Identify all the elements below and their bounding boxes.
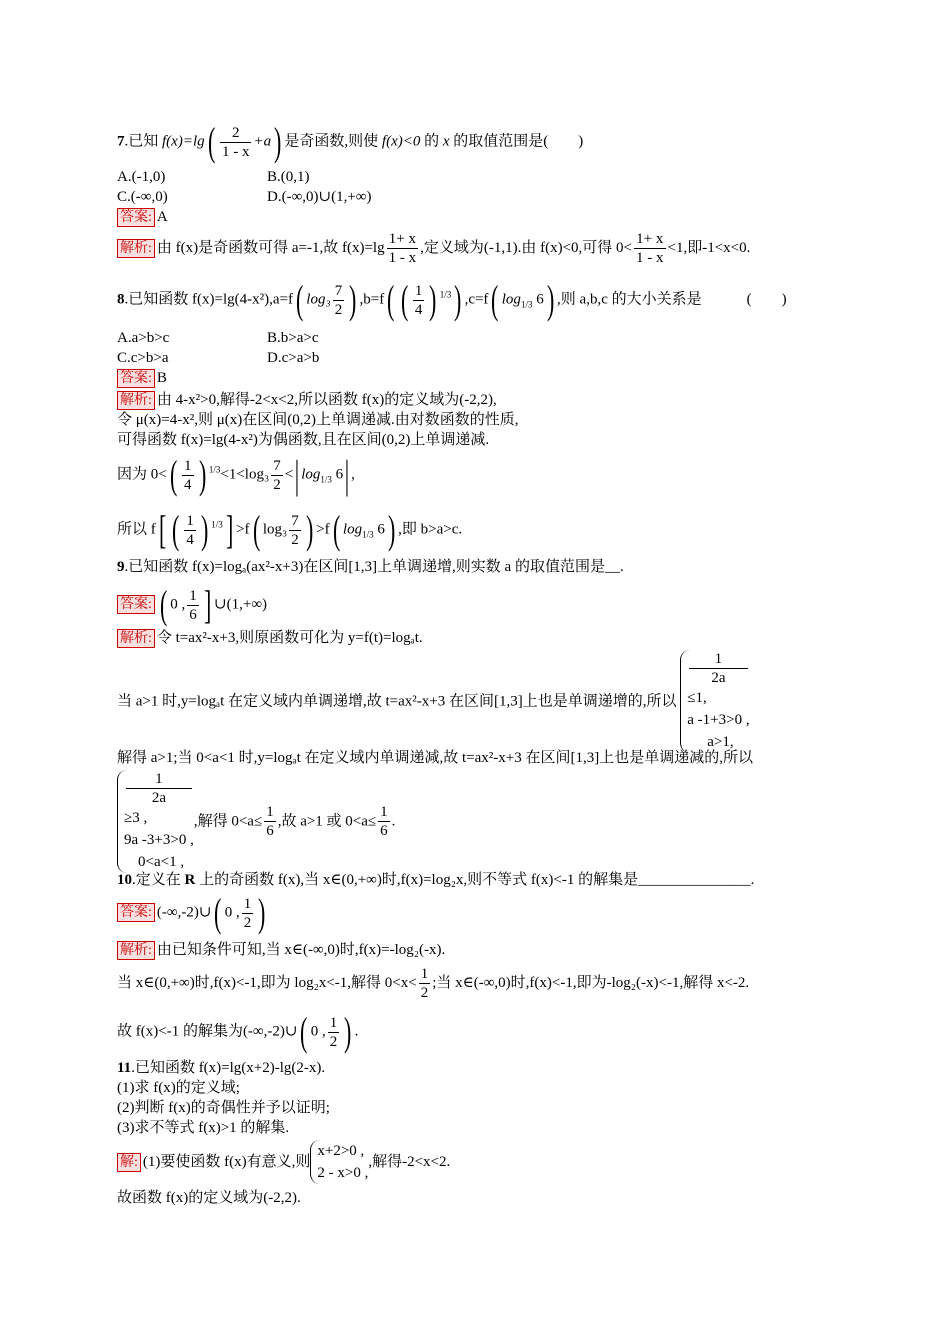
q8-analysis-line3: 可得函数 f(x)=lg(4-x²)为偶函数,且在区间(0,2)上单调递减. [117, 432, 490, 448]
q7-option-b[interactable]: B.(0,1) [267, 169, 310, 185]
q8-option-b[interactable]: B.b>a>c [267, 330, 319, 346]
q8-stem: 8.已知函数 f(x)=lg(4-x²),a=f( log₃ $\frac{7}{2}$ ) ,b=f( ( $\frac{1}{4}$ ) $^{1/3}$) ,c=f( $\log_{1/3} 6$) ,则 a,b,c 的大小关系是 ( ) [117, 277, 787, 322]
answer-tag: 答案: [117, 208, 155, 227]
q11-system: x+2>0 , 2 - x>0 , [310, 1140, 368, 1184]
q10-analysis-line2: 当 x∈(0,+∞)时,f(x)<-1,即为 log₂x<-1,解得 0<x< $\frac{1}{2}$ ;当 x∈(-∞,0)时,f(x)<-1,即为-log₂(-x)<-1,解得 x<-2. [117, 966, 750, 1001]
q7-options-row2 [117, 187, 371, 207]
q8-analysis-line4: 因为 0<( $\frac{1}{4}$ ) $^{1/3}$<1<log₃ $\frac{7}{2}$ <| $\log_{1/3} 6|$ , [117, 452, 355, 497]
q9-system-2: 1 2a ≥3 , 9a -3+3>0 , 0<a<1 , [117, 770, 194, 873]
q10-analysis: 解析: 由已知条件可知,当 x∈(-∞,0)时,f(x)=-log₂(-x). [117, 940, 445, 960]
q11-part3: (3)求不等式 f(x)>1 的解集. [117, 1120, 290, 1136]
q9-analysis-line3: 解得 a>1;当 0<a<1 时,y=logₐt 在定义域内单调递减,故 t=ax²-x+3 在区间[1,3]上也是单调递减的,所以 [117, 750, 753, 766]
q11-solution-line2: 故函数 f(x)的定义域为(-2,2). [117, 1190, 301, 1206]
q7-number: 7 [117, 133, 125, 150]
q8-answer: 答案: B [117, 368, 167, 388]
q11-solution: 解: (1)要使函数 f(x)有意义,则 x+2>0 , 2 - x>0 , ,解得-2<x<2. [117, 1140, 450, 1184]
q9-analysis-line2: 当 a>1 时,y=logₐt 在定义域内单调递增,故 t=ax²-x+3 在区间[1,3]上也是单调递增的,所以 1 2a ≤1, a -1+3>0 , a>1, [117, 650, 750, 753]
q9-stem: 9.已知函数 f(x)=logₐ(ax²-x+3)在区间[1,3]上单调递增,则实数 a 的取值范围是__. [117, 559, 624, 575]
q10-answer: 答案: (-∞,-2)∪( 0 , $\frac{1}{2}$ ) [117, 893, 269, 933]
q8-option-a[interactable]: A.a>b>c [117, 330, 170, 346]
q9-analysis: 解析: 令 t=ax²-x+3,则原函数可化为 y=f(t)=logₐt. [117, 628, 423, 648]
q8-analysis-line2: 令 μ(x)=4-x²,则 μ(x)在区间(0,2)上单调递减.由对数函数的性质, [117, 412, 519, 428]
q8-option-c[interactable]: C.c>b>a [117, 350, 169, 366]
q11-stem: 11.已知函数 f(x)=lg(x+2)-lg(2-x). [117, 1060, 326, 1076]
q8-analysis-line5: 所以 f[ ( $\frac{1}{4}$ ) $^{1/3}$] >f( log₃ $\frac{7}{2}$ ) >f( $\log_{1/3} 6$) ,即 b>a>c. [117, 507, 463, 552]
q8-options-row2 [117, 348, 319, 368]
q7-options-row1 [117, 167, 310, 187]
q9-analysis-line4: 1 2a ≥3 , 9a -3+3>0 , 0<a<1 , ,解得 0<a≤ $\frac{1}{6}$ ,故 a>1 或 0<a≤ $\frac{1}{6}$ . [117, 770, 395, 873]
q7-option-c[interactable]: C.(-∞,0) [117, 189, 168, 205]
q10-stem: 10.定义在 R 上的奇函数 f(x),当 x∈(0,+∞)时,f(x)=log₂x,则不等式 f(x)<-1 的解集是_______________. [117, 872, 755, 888]
q7-option-a[interactable]: A.(-1,0) [117, 169, 166, 185]
q11-part2: (2)判断 f(x)的奇偶性并予以证明; [117, 1100, 330, 1116]
q7-option-d[interactable]: D.(-∞,0)∪(1,+∞) [267, 189, 372, 205]
q8-options-row1 [117, 328, 319, 348]
analysis-tag: 解析: [117, 239, 155, 258]
q8-analysis: 解析: 由 4-x²>0,解得-2<x<2,所以函数 f(x)的定义域为(-2,2), [117, 390, 497, 410]
q9-system-1: 1 2a ≤1, a -1+3>0 , a>1, [680, 650, 749, 753]
q11-part1: (1)求 f(x)的定义域; [117, 1080, 240, 1096]
q7-answer: 答案: A [117, 207, 168, 227]
q7-analysis: 解析: 由 f(x)是奇函数可得 a=-1,故 f(x)=lg $\frac{1+ x}{1 - x}$ ,定义域为(-1,1).由 f(x)<0,可得 0< $\frac{1+ x}{1 - x}$ <1,即-1<x<0. [117, 230, 750, 267]
q10-analysis-line3: 故 f(x)<-1 的解集为(-∞,-2)∪( 0 , $\frac{1}{2}$ ) . [117, 1009, 359, 1054]
q7-fraction: $\frac{2}{1 - x}$ [221, 124, 250, 160]
q7-stem: 7.已知 f(x)=lg( $\frac{2}{1 - x}$ +a) 是奇函数,则使 f(x)<0 的 x 的取值范围是( ) [117, 119, 584, 164]
q8-option-d[interactable]: D.c>a>b [267, 350, 320, 366]
q9-answer: 答案: ( 0 , $\frac{1}{6}$ ] ∪(1,+∞) [117, 585, 267, 625]
